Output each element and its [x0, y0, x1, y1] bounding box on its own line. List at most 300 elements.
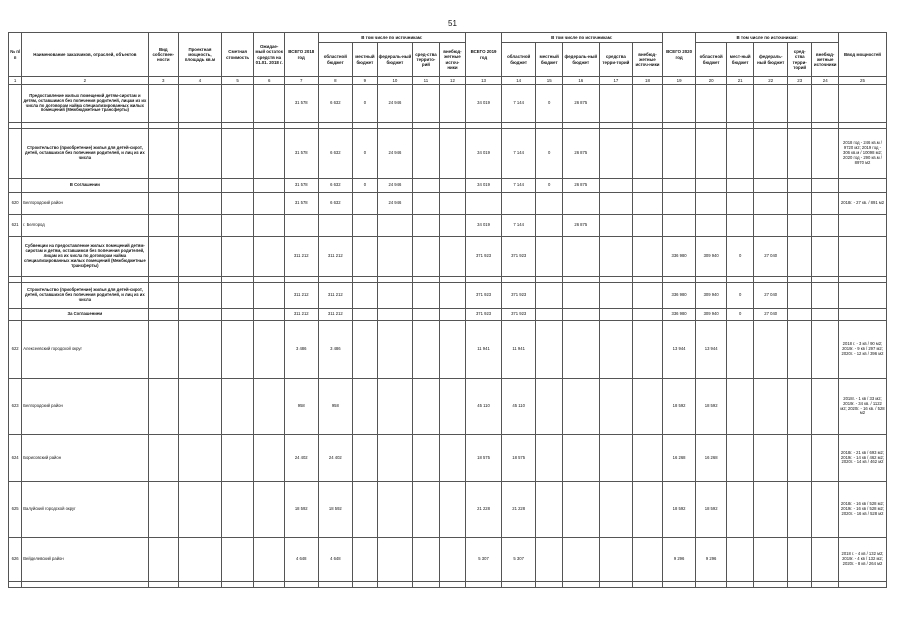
row-name: Строительство (приобретение) жилья для детей-сирот, детей, оставшихся без попечения родителей, и лиц из их числа: [22, 283, 148, 309]
value-cell: [562, 321, 599, 379]
value-cell: 18 592: [662, 482, 696, 538]
value-cell: [221, 321, 254, 379]
value-cell: [599, 237, 633, 277]
header-ownership: Вид собствен-ности: [148, 33, 179, 77]
value-cell: [318, 215, 353, 237]
value-cell: [221, 283, 254, 309]
value-cell: [179, 193, 222, 215]
value-cell: [536, 215, 562, 237]
value-cell: [562, 435, 599, 482]
value-cell: [439, 321, 466, 379]
column-index-cell: 15: [536, 77, 562, 85]
value-cell: 371 923: [466, 237, 502, 277]
value-cell: [599, 129, 633, 179]
value-cell: [562, 582, 599, 588]
value-cell: [353, 283, 377, 309]
value-cell: 26 875: [562, 179, 599, 193]
value-cell: [788, 179, 812, 193]
header-capacity-input: Ввод мощностей: [838, 33, 886, 77]
value-cell: [148, 482, 179, 538]
value-cell: [377, 283, 413, 309]
header-balance: Ожидае-мый остаток средств на 01.01. 2018 г.: [254, 33, 285, 77]
value-cell: [148, 85, 179, 123]
value-cell: 7 144: [501, 179, 536, 193]
value-cell: [754, 179, 788, 193]
value-cell: [633, 85, 663, 123]
value-cell: 6 632: [318, 129, 353, 179]
table-row: [9, 193, 887, 215]
value-cell: [353, 435, 377, 482]
value-cell: [562, 538, 599, 582]
table-row: [9, 538, 887, 582]
value-cell: [148, 215, 179, 237]
table-row: [9, 321, 887, 379]
value-cell: [254, 538, 285, 582]
value-cell: [599, 582, 633, 588]
column-index-cell: 2: [22, 77, 148, 85]
value-cell: [536, 482, 562, 538]
value-cell: [633, 129, 663, 179]
row-name: Борисовский район: [22, 435, 148, 482]
value-cell: [788, 379, 812, 435]
value-cell: [696, 129, 727, 179]
value-cell: [353, 215, 377, 237]
value-cell: [377, 309, 413, 321]
value-cell: [812, 538, 839, 582]
capacity-input-cell: [838, 283, 886, 309]
value-cell: 24 402: [318, 435, 353, 482]
row-name: Алексеевский городской округ: [22, 321, 148, 379]
row-number: [9, 179, 22, 193]
value-cell: [254, 129, 285, 179]
value-cell: 311 212: [284, 309, 318, 321]
header-group-2019: В том числе по источникам:: [501, 33, 662, 43]
row-number: 620: [9, 193, 22, 215]
value-cell: [662, 582, 696, 588]
value-cell: [726, 379, 753, 435]
value-cell: [812, 283, 839, 309]
value-cell: [812, 309, 839, 321]
value-cell: [221, 179, 254, 193]
header-total-2018: ВСЕГО 2018 год: [284, 33, 318, 77]
value-cell: [812, 193, 839, 215]
header-territory-2019: средства терри-торий: [599, 43, 633, 77]
value-cell: [439, 215, 466, 237]
value-cell: [633, 237, 663, 277]
table-row: [9, 283, 887, 309]
value-cell: [599, 482, 633, 538]
value-cell: [788, 283, 812, 309]
value-cell: 26 875: [562, 215, 599, 237]
value-cell: 958: [318, 379, 353, 435]
header-territory-2018: сред-ства террито-рий: [413, 43, 439, 77]
value-cell: [726, 582, 753, 588]
value-cell: [536, 538, 562, 582]
value-cell: 18 592: [318, 482, 353, 538]
value-cell: [179, 482, 222, 538]
value-cell: [562, 237, 599, 277]
value-cell: 5 307: [501, 538, 536, 582]
value-cell: [254, 283, 285, 309]
header-local-2019: местный бюджет: [536, 43, 562, 77]
row-number: [9, 582, 22, 588]
value-cell: [754, 321, 788, 379]
value-cell: 336 980: [662, 237, 696, 277]
value-cell: [599, 193, 633, 215]
value-cell: [788, 321, 812, 379]
value-cell: [754, 435, 788, 482]
value-cell: 309 940: [696, 309, 727, 321]
value-cell: 6 632: [318, 193, 353, 215]
column-index-cell: 13: [466, 77, 502, 85]
value-cell: [562, 309, 599, 321]
capacity-input-cell: [838, 309, 886, 321]
column-index-cell: 9: [353, 77, 377, 85]
value-cell: [254, 179, 285, 193]
value-cell: [726, 85, 753, 123]
value-cell: [179, 215, 222, 237]
value-cell: 18 592: [662, 379, 696, 435]
capacity-input-cell: 2018 г. - 4 кв / 132 м2; 2019г. - 4 кв / 132 м2; 2020г. - 8 кв / 264 м2: [838, 538, 886, 582]
value-cell: [599, 179, 633, 193]
value-cell: [788, 309, 812, 321]
value-cell: 31 578: [284, 85, 318, 123]
value-cell: [812, 85, 839, 123]
value-cell: [148, 379, 179, 435]
value-cell: [726, 538, 753, 582]
capacity-input-cell: 2018 г. - 3 кв / 90 м2; 2019г. - 9 кв / 297 м2; 2020г. - 12 кв / 396 м2: [838, 321, 886, 379]
value-cell: [254, 435, 285, 482]
value-cell: [439, 435, 466, 482]
value-cell: [353, 237, 377, 277]
value-cell: [788, 215, 812, 237]
value-cell: [353, 538, 377, 582]
value-cell: [284, 215, 318, 237]
column-index-cell: 5: [221, 77, 254, 85]
value-cell: 309 940: [696, 237, 727, 277]
column-index-cell: 24: [812, 77, 839, 85]
row-number: 623: [9, 379, 22, 435]
value-cell: [254, 379, 285, 435]
header-number: № п/п: [9, 33, 22, 77]
value-cell: [599, 321, 633, 379]
value-cell: [696, 85, 727, 123]
value-cell: [254, 85, 285, 123]
value-cell: 311 212: [284, 237, 318, 277]
value-cell: [148, 283, 179, 309]
column-index-cell: 22: [754, 77, 788, 85]
value-cell: [788, 482, 812, 538]
row-number: [9, 309, 22, 321]
header-extrabudget-2020: внебюд-жетные источники: [812, 43, 839, 77]
value-cell: [179, 309, 222, 321]
value-cell: [754, 582, 788, 588]
value-cell: 34 019: [466, 85, 502, 123]
row-number: [9, 237, 22, 277]
value-cell: 24 946: [377, 85, 413, 123]
column-index-cell: 21: [726, 77, 753, 85]
value-cell: 311 212: [318, 283, 353, 309]
row-number: 624: [9, 435, 22, 482]
value-cell: 9 296: [696, 538, 727, 582]
column-index-cell: 8: [318, 77, 353, 85]
header-group-2020: В том числе по источникам:: [696, 33, 839, 43]
value-cell: [254, 321, 285, 379]
value-cell: [536, 321, 562, 379]
column-index-cell: 18: [633, 77, 663, 85]
value-cell: 11 941: [466, 321, 502, 379]
value-cell: 371 923: [466, 309, 502, 321]
value-cell: [439, 582, 466, 588]
value-cell: [377, 538, 413, 582]
value-cell: 0: [353, 85, 377, 123]
value-cell: [179, 538, 222, 582]
value-cell: [439, 85, 466, 123]
value-cell: [812, 237, 839, 277]
value-cell: [221, 309, 254, 321]
row-name: г. Белгород: [22, 215, 148, 237]
value-cell: [221, 215, 254, 237]
header-federal-2018: федераль-ный бюджет: [377, 43, 413, 77]
value-cell: [812, 321, 839, 379]
value-cell: [696, 193, 727, 215]
value-cell: [501, 582, 536, 588]
value-cell: 7 144: [501, 129, 536, 179]
value-cell: [179, 283, 222, 309]
budget-table: [8, 32, 887, 588]
table-row: [9, 582, 887, 588]
table-row: [9, 237, 887, 277]
value-cell: [633, 309, 663, 321]
value-cell: [413, 179, 439, 193]
value-cell: 371 923: [501, 283, 536, 309]
value-cell: [179, 237, 222, 277]
value-cell: [662, 85, 696, 123]
value-cell: [633, 179, 663, 193]
value-cell: [466, 193, 502, 215]
row-name: Белгородский район: [22, 193, 148, 215]
value-cell: [812, 179, 839, 193]
value-cell: [599, 435, 633, 482]
value-cell: 336 980: [662, 283, 696, 309]
value-cell: [562, 482, 599, 538]
column-index-cell: 25: [838, 77, 886, 85]
header-capacity: Проектная мощность, площадь кв.м: [179, 33, 222, 77]
value-cell: 27 040: [754, 309, 788, 321]
value-cell: [812, 435, 839, 482]
value-cell: 26 875: [562, 129, 599, 179]
value-cell: [148, 179, 179, 193]
value-cell: [633, 283, 663, 309]
value-cell: [662, 179, 696, 193]
value-cell: [318, 582, 353, 588]
value-cell: [726, 435, 753, 482]
value-cell: [439, 379, 466, 435]
value-cell: 4 648: [318, 538, 353, 582]
value-cell: [221, 237, 254, 277]
capacity-input-cell: [838, 237, 886, 277]
value-cell: [662, 193, 696, 215]
value-cell: 11 941: [501, 321, 536, 379]
value-cell: [148, 193, 179, 215]
table-row: [9, 482, 887, 538]
value-cell: [536, 193, 562, 215]
value-cell: [562, 379, 599, 435]
value-cell: [254, 482, 285, 538]
header-name: Наименование заказчиков, отраслей, объектов: [22, 33, 148, 77]
value-cell: 34 019: [466, 179, 502, 193]
value-cell: [413, 309, 439, 321]
header-total-2019: ВСЕГО 2019 год: [466, 33, 502, 77]
value-cell: [439, 482, 466, 538]
value-cell: [439, 193, 466, 215]
value-cell: [413, 215, 439, 237]
value-cell: [788, 435, 812, 482]
value-cell: [599, 85, 633, 123]
value-cell: [179, 129, 222, 179]
value-cell: 31 578: [284, 179, 318, 193]
value-cell: 5 307: [466, 538, 502, 582]
column-index-cell: 17: [599, 77, 633, 85]
value-cell: [353, 582, 377, 588]
value-cell: [536, 237, 562, 277]
value-cell: 18 592: [696, 482, 727, 538]
header-estimate: Сметная стоимость: [221, 33, 254, 77]
value-cell: [221, 129, 254, 179]
value-cell: [254, 193, 285, 215]
value-cell: [726, 215, 753, 237]
value-cell: 9 296: [662, 538, 696, 582]
value-cell: [788, 582, 812, 588]
column-index-cell: 7: [284, 77, 318, 85]
table-row: [9, 215, 887, 237]
value-cell: [413, 482, 439, 538]
value-cell: [353, 309, 377, 321]
value-cell: 13 944: [662, 321, 696, 379]
value-cell: 27 040: [754, 283, 788, 309]
value-cell: [254, 237, 285, 277]
value-cell: [353, 482, 377, 538]
value-cell: [353, 193, 377, 215]
value-cell: 0: [726, 309, 753, 321]
header-group-2018: В том числе по источникам:: [318, 33, 466, 43]
value-cell: 18 575: [466, 435, 502, 482]
column-index-cell: 16: [562, 77, 599, 85]
table-row: [9, 309, 887, 321]
value-cell: [221, 85, 254, 123]
value-cell: [633, 215, 663, 237]
column-index-cell: 10: [377, 77, 413, 85]
value-cell: [179, 379, 222, 435]
value-cell: [599, 379, 633, 435]
value-cell: [148, 309, 179, 321]
value-cell: 0: [726, 283, 753, 309]
value-cell: [754, 129, 788, 179]
value-cell: 21 228: [501, 482, 536, 538]
table-row: [9, 85, 887, 123]
value-cell: 7 144: [501, 85, 536, 123]
value-cell: 26 875: [562, 85, 599, 123]
value-cell: [812, 482, 839, 538]
value-cell: 958: [284, 379, 318, 435]
value-cell: [377, 215, 413, 237]
value-cell: [439, 538, 466, 582]
value-cell: [788, 538, 812, 582]
value-cell: [466, 582, 502, 588]
column-index-cell: 19: [662, 77, 696, 85]
value-cell: 31 578: [284, 193, 318, 215]
value-cell: [599, 309, 633, 321]
value-cell: 34 019: [466, 129, 502, 179]
value-cell: [148, 582, 179, 588]
value-cell: 16 268: [696, 435, 727, 482]
value-cell: 3 486: [284, 321, 318, 379]
column-index-cell: 6: [254, 77, 285, 85]
value-cell: [254, 582, 285, 588]
value-cell: [377, 237, 413, 277]
value-cell: 371 923: [501, 309, 536, 321]
row-number: 622: [9, 321, 22, 379]
row-name: Валуйский городской округ: [22, 482, 148, 538]
value-cell: 18 592: [284, 482, 318, 538]
value-cell: 45 110: [501, 379, 536, 435]
value-cell: [221, 482, 254, 538]
value-cell: [788, 129, 812, 179]
value-cell: [726, 179, 753, 193]
value-cell: [754, 538, 788, 582]
value-cell: [788, 237, 812, 277]
row-name: Строительство (приобретение) жилья для детей-сирот, детей, оставшихся без попечения родителей, и лиц из их числа: [22, 129, 148, 179]
header-territory-2020: сред-ства терри-торий: [788, 43, 812, 77]
table-row: [9, 179, 887, 193]
value-cell: 16 268: [662, 435, 696, 482]
header-federal-2019: федераль-ный бюджет: [562, 43, 599, 77]
value-cell: [413, 85, 439, 123]
value-cell: [179, 321, 222, 379]
column-index-cell: 23: [788, 77, 812, 85]
value-cell: 6 632: [318, 85, 353, 123]
value-cell: [413, 283, 439, 309]
value-cell: [812, 215, 839, 237]
value-cell: 0: [536, 129, 562, 179]
value-cell: [633, 193, 663, 215]
value-cell: [812, 379, 839, 435]
value-cell: 7 144: [501, 215, 536, 237]
capacity-input-cell: 2018г. - 21 кв / 693 м2; 2019г. - 14 кв / 462 м2; 2020г. - 14 кв / 462 м2: [838, 435, 886, 482]
value-cell: [439, 179, 466, 193]
value-cell: [788, 193, 812, 215]
value-cell: [812, 582, 839, 588]
value-cell: [662, 215, 696, 237]
value-cell: [754, 85, 788, 123]
row-name: [22, 582, 148, 588]
value-cell: [562, 193, 599, 215]
header-regional-2020: областной бюджет: [696, 43, 727, 77]
header-extrabudget-2019: внебюд-жетные источ-ники: [633, 43, 663, 77]
value-cell: 18 575: [501, 435, 536, 482]
value-cell: 0: [353, 129, 377, 179]
table-row: [9, 435, 887, 482]
value-cell: [536, 582, 562, 588]
value-cell: 31 578: [284, 129, 318, 179]
value-cell: [754, 379, 788, 435]
value-cell: [633, 582, 663, 588]
value-cell: [754, 482, 788, 538]
value-cell: [439, 129, 466, 179]
value-cell: [812, 129, 839, 179]
value-cell: [754, 193, 788, 215]
value-cell: [377, 482, 413, 538]
